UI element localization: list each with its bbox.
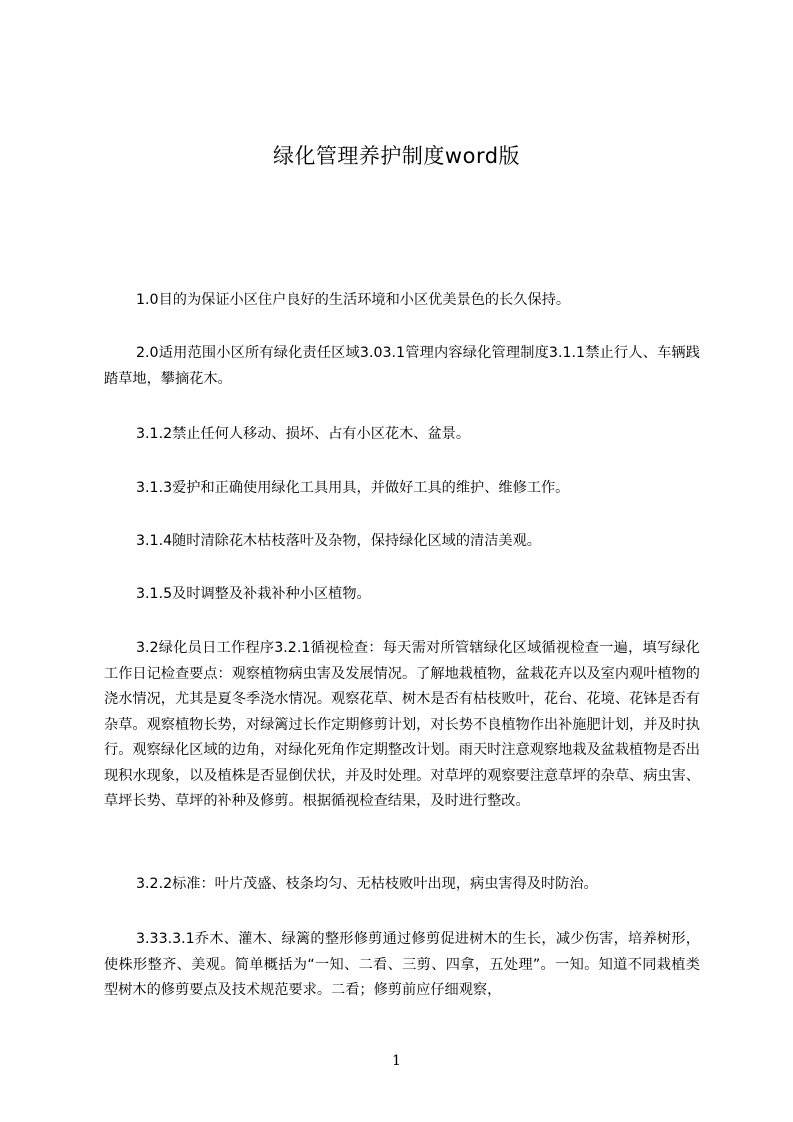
paragraph-3-2-2-standard: 3.2.2标准：叶片茂盛、枝条均匀、无枯枝败叶出现，病虫害得及时防治。 xyxy=(136,876,598,892)
paragraph-3-1-3: 3.1.3爱护和正确使用绿化工具用具，并做好工具的维护、维修工作。 xyxy=(136,480,570,496)
paragraph-purpose: 1.0目的为保证小区住户良好的生活环境和小区优美景色的长久保持。 xyxy=(136,292,571,308)
paragraph-3-1-2: 3.1.2禁止任何人移动、损坏、占有小区花木、盆景。 xyxy=(136,426,471,442)
paragraph-scope: 2.0适用范围小区所有绿化责任区域3.03.1管理内容绿化管理制度3.1.1禁止行人、车辆践踏草地，攀摘花木。 xyxy=(104,345,700,387)
paragraph-3-3-pruning: 3.33.3.1乔木、灌木、绿篱的整形修剪通过修剪促进树木的生长，减少伤害，培养树形，使株形整齐、美观。简单概括为“一知、二看、三剪、四拿，五处理”。一知。知道不同栽植类型树木的修剪要点及技术规范要求。二看；修剪前应仔细观察， xyxy=(104,931,700,998)
page-number: 1 xyxy=(392,1053,401,1069)
paragraph-3-1-5: 3.1.5及时调整及补栽补种小区植物。 xyxy=(136,586,371,602)
paragraph-3-1-4: 3.1.4随时清除花木枯枝落叶及杂物，保持绿化区域的清洁美观。 xyxy=(136,533,541,549)
document-title: 绿化管理养护制度word版 xyxy=(272,144,521,168)
paragraph-3-2-procedure: 3.2绿化员日工作程序3.2.1循视检查：每天需对所管辖绿化区域循视检查一遍，填写绿化工作日记检查要点：观察植物病虫害及发展情况。了解地栽植物，盆栽花卉以及室内观叶植物的浇水情况，尤其是夏冬季浇水情况。观察花草、树木是否有枯枝败叶，花台、花境、花钵是否有杂草。观察植物长势，对绿篱过长作定期修剪计划，对长势不良植物作出补施肥计划，并及时执行。观察绿化区域的边角，对绿化死角作定期整改计划。雨天时注意观察地栽及盆栽植物是否出现积水现象，以及植株是否显倒伏状，并及时处理。对草坪的观察要注意草坪的杂草、病虫害、草坪长势、草坪的补种及修剪。根据循视检查结果，及时进行整改。 xyxy=(104,640,700,809)
